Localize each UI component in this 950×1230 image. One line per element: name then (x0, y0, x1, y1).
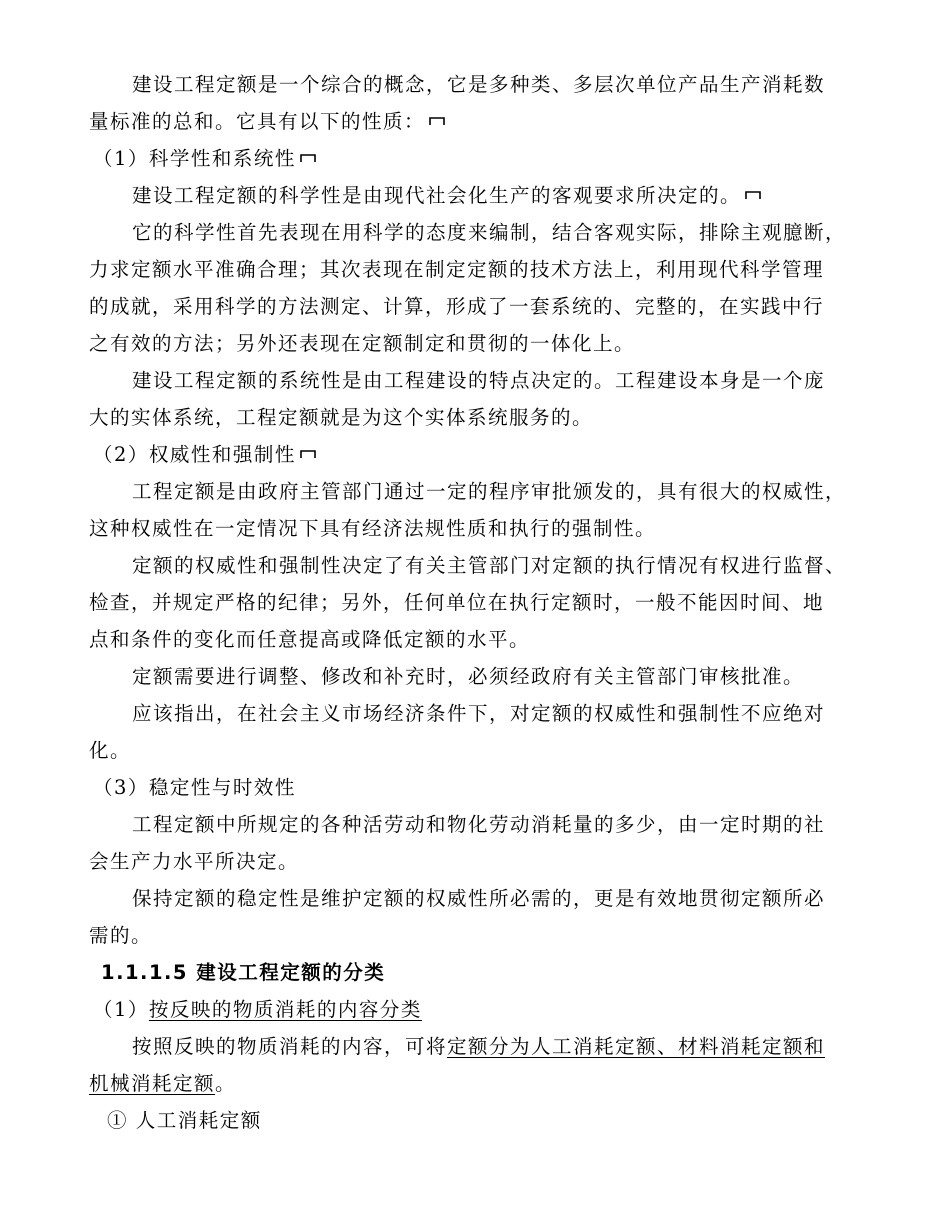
return-arrow-icon (429, 116, 445, 126)
body-line (89, 251, 880, 288)
return-arrow-icon (745, 190, 761, 200)
text-run: 工程定额中所规定的各种活劳动和物化劳动消耗量的多少，由一定时期的社 (132, 813, 826, 836)
text-run: 按照反映的物质消耗的内容，可将 (132, 1035, 448, 1058)
underlined-text: 机械消耗定额 (89, 1072, 216, 1095)
body-line (89, 362, 880, 399)
body-line (89, 806, 880, 843)
text-run: 力求定额水平准确合理；其次表现在制定定额的技术方法上，利用现代科学管理 (89, 258, 825, 281)
body-line (89, 1065, 880, 1102)
list-item (89, 1102, 880, 1139)
section-heading (89, 140, 880, 177)
section-heading (89, 436, 880, 473)
text-run: （1） (93, 998, 149, 1021)
text-run: （2）权威性和强制性 (93, 443, 296, 466)
body-line (89, 325, 880, 362)
body-line (89, 547, 880, 584)
text-run: 大的实体系统，工程定额就是为这个实体系统服务的。 (89, 406, 594, 429)
body-line (89, 843, 880, 880)
text-run: 需的。 (89, 924, 153, 947)
text-run: 化。 (89, 739, 132, 762)
text-run: 保持定额的稳定性是维护定额的权威性所必需的，更是有效地贯彻定额所必 (132, 887, 826, 910)
return-arrow-icon (300, 449, 316, 459)
body-line (89, 510, 880, 547)
text-run: 的成就，采用科学的方法测定、计算，形成了一套系统的、完整的，在实践中行 (89, 295, 825, 318)
text-run: 会生产力水平所决定。 (89, 850, 300, 873)
body-line (89, 177, 880, 214)
section-heading (89, 769, 880, 806)
text-run: 1.1.1.5 建设工程定额的分类 (101, 961, 386, 984)
body-line (89, 66, 880, 103)
underlined-text: 定额分为人工消耗定额、材料消耗定额和 (447, 1035, 826, 1058)
text-run: 建设工程定额是一个综合的概念，它是多种类、多层次单位产品生产消耗数 (132, 73, 826, 96)
section-title (89, 954, 880, 991)
section-heading (89, 991, 880, 1028)
text-run: 定额需要进行调整、修改和补充时，必须经政府有关主管部门审核批准。 (132, 665, 805, 688)
text-run: 工程定额是由政府主管部门通过一定的程序审批颁发的，具有很大的权威性， (132, 480, 847, 503)
return-arrow-icon (300, 153, 316, 163)
text-run: 检查，并规定严格的纪律；另外，任何单位在执行定额时，一般不能因时间、地 (89, 591, 825, 614)
text-run: 量标准的总和。它具有以下的性质： (89, 110, 426, 133)
body-line (89, 621, 880, 658)
text-run: 建设工程定额的系统性是由工程建设的特点决定的。工程建设本身是一个庞 (132, 369, 826, 392)
text-run: 之有效的方法；另外还表现在定额制定和贯彻的一体化上。 (89, 332, 636, 355)
body-line (89, 880, 880, 917)
text-run: 建设工程定额的科学性是由现代社会化生产的客观要求所决定的。 (132, 184, 742, 207)
body-line (89, 917, 880, 954)
text-run: （3）稳定性与时效性 (93, 776, 296, 799)
text-run: 点和条件的变化而任意提高或降低定额的水平。 (89, 628, 531, 651)
body-line (89, 288, 880, 325)
body-line (89, 584, 880, 621)
body-line (89, 695, 880, 732)
body-line (89, 103, 880, 140)
body-line (89, 473, 880, 510)
body-line (89, 214, 880, 251)
text-run: （1）科学性和系统性 (93, 147, 296, 170)
body-line (89, 658, 880, 695)
text-run: 应该指出，在社会主义市场经济条件下，对定额的权威性和强制性不应绝对 (132, 702, 826, 725)
text-run: 这种权威性在一定情况下具有经济法规性质和执行的强制性。 (89, 517, 657, 540)
body-line (89, 1028, 880, 1065)
body-line (89, 399, 880, 436)
text-run: 定额的权威性和强制性决定了有关主管部门对定额的执行情况有权进行监督、 (132, 554, 847, 577)
text-run: 。 (215, 1072, 237, 1095)
text-run: ① 人工消耗定额 (107, 1109, 262, 1132)
text-run: 它的科学性首先表现在用科学的态度来编制，结合客观实际，排除主观臆断， (132, 221, 847, 244)
body-line (89, 732, 880, 769)
underlined-text: 按反映的物质消耗的内容分类 (148, 998, 422, 1021)
